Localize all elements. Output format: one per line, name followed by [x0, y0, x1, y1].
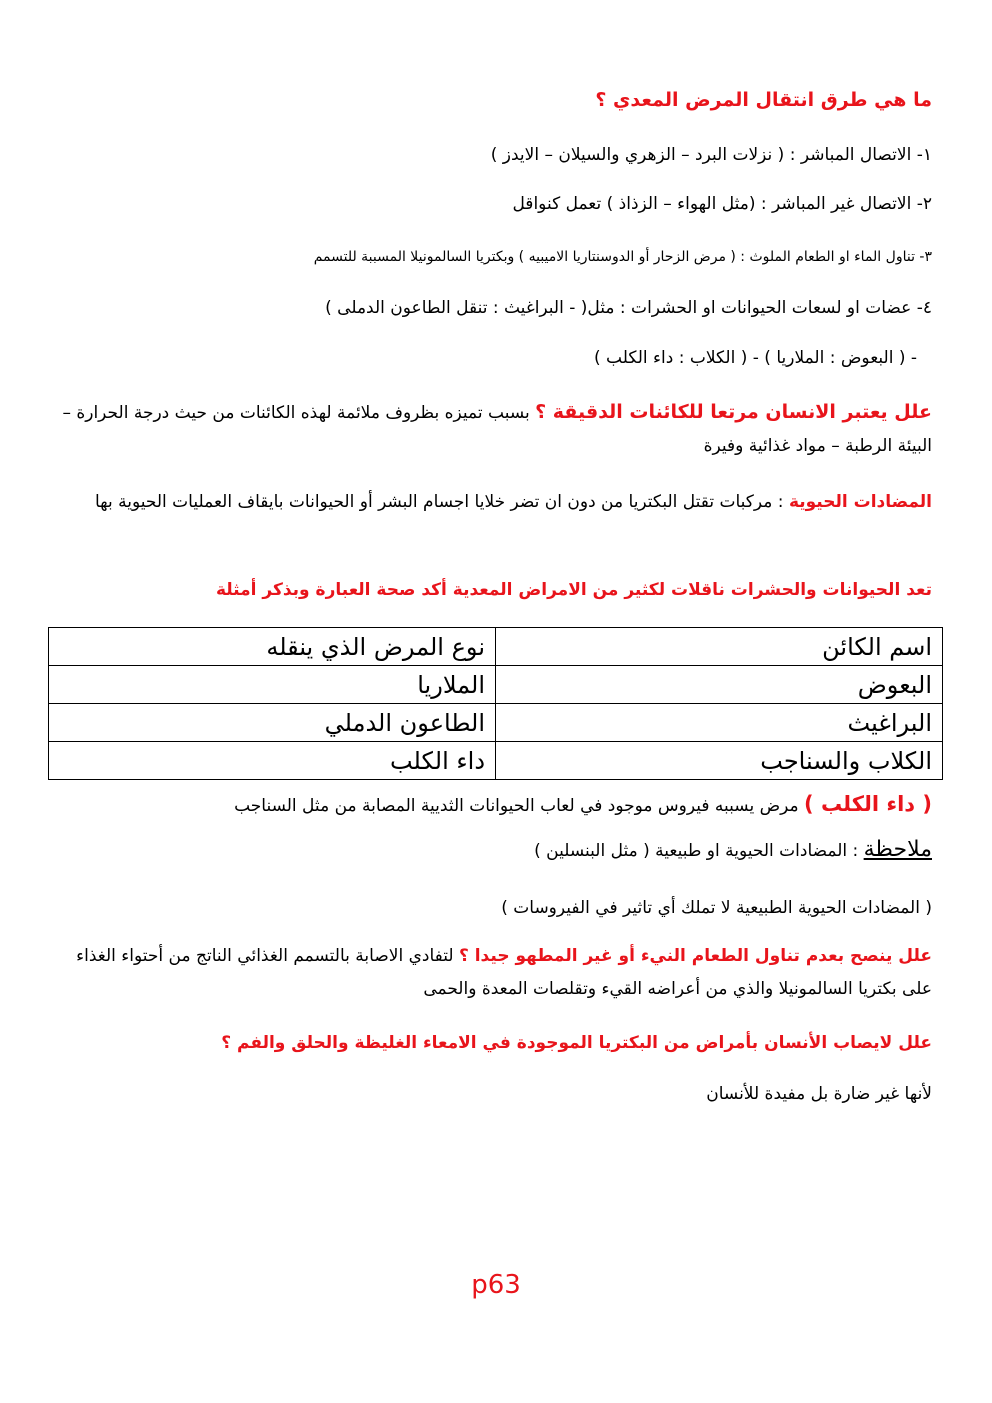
- table-cell: الطاعون الدملي: [49, 704, 496, 742]
- table-row: [49, 742, 943, 780]
- question-human-habitat-text: علل يعتبر الانسان مرتعا للكائنات الدقيقة ؟: [535, 401, 932, 423]
- question-raw-food-text: علل ينصح بعدم تناول الطعام النيء أو غير المطهو جيدا ؟: [458, 946, 932, 966]
- table-header-cell: اسم الكائن: [496, 628, 943, 666]
- question-disease-transmission-title: ما هي طرق انتقال المرض المعدي ؟: [595, 89, 932, 111]
- question-animals-vectors: تعد الحيوانات والحشرات ناقلات لكثير من الامراض المعدية أكد صحة العبارة وبذكر أمثلة: [215, 580, 932, 600]
- page-number: p63: [471, 1270, 521, 1300]
- table-cell: داء الكلب: [49, 742, 496, 780]
- question-beneficial-bacteria: علل لايصاب الأنسان بأمراض من البكتريا الموجودة في الامعاء الغليظة والحلق والفم ؟: [221, 1033, 932, 1053]
- beneficial-bacteria-answer: لأنها غير ضارة بل مفيدة للأنسان: [706, 1084, 932, 1104]
- note-line: [55, 838, 932, 863]
- antibiotics-term: المضادات الحيوية: [788, 492, 932, 512]
- note-extra: ( المضادات الحيوية الطبيعية لا تملك أي تاثير في الفيروسات ): [501, 898, 932, 918]
- table-row: [49, 666, 943, 704]
- table-header-row: [49, 628, 943, 666]
- question-raw-food-answer: لتفادي الاصابة بالتسمم الغذائي الناتج من أحتواء الغذاء على بكتريا السالمونيلا والذي من أعراضه القيء وتقلصات المعدة والحمى: [76, 946, 932, 999]
- note-label: ملاحظة: [863, 837, 932, 862]
- rabies-term: ( داء الكلب ): [804, 792, 932, 816]
- rabies-definition: [55, 792, 932, 818]
- question-raw-food: [55, 940, 932, 1006]
- table-cell: البعوض: [496, 666, 943, 704]
- antibiotics-text: : مركبات تقتل البكتريا من دون ان تضر خلايا اجسام البشر أو الحيوانات بايقاف العمليات الحيوية بها: [94, 492, 784, 512]
- vectors-table: [48, 627, 943, 780]
- table-cell: الكلاب والسناجب: [496, 742, 943, 780]
- transmission-item-2: ٢- الاتصال غير المباشر : (مثل الهواء – الزذاذ ) تعمل كنواقل: [512, 194, 932, 214]
- table-header-cell: نوع المرض الذي ينقله: [49, 628, 496, 666]
- transmission-item-3: ٣- تناول الماء او الطعام الملوث : ( مرض الزحار أو الدوسنتاريا الاميبيه ) وبكتريا السالمونيلا المسببة للتسمم: [313, 249, 932, 265]
- question-human-habitat: [55, 396, 932, 463]
- antibiotics-definition: [55, 486, 932, 519]
- table-cell: البراغيث: [496, 704, 943, 742]
- question-human-habitat-answer: بسبب تميزه بظروف ملائمة لهذه الكائنات من حيث درجة الحرارة – البيئة الرطبة – مواد غذائية وفيرة: [62, 403, 932, 456]
- transmission-item-4: ٤- عضات او لسعات الحيوانات او الحشرات : مثل( - البراغيث : تنقل الطاعون الدملى ): [325, 298, 932, 318]
- table-cell: الملاريا: [49, 666, 496, 704]
- note-text: : المضادات الحيوية او طبيعية ( مثل البنسلين ): [534, 841, 859, 861]
- transmission-item-1: ١- الاتصال المباشر : ( نزلات البرد – الزهري والسيلان – الايدز ): [490, 145, 932, 165]
- transmission-item-4-examples: - ( البعوض : الملاريا ) - ( الكلاب : داء الكلب ): [594, 348, 917, 368]
- table-row: [49, 704, 943, 742]
- rabies-text: مرض يسببه فيروس موجود في لعاب الحيوانات الثديية المصابة من مثل السناجب: [234, 796, 799, 816]
